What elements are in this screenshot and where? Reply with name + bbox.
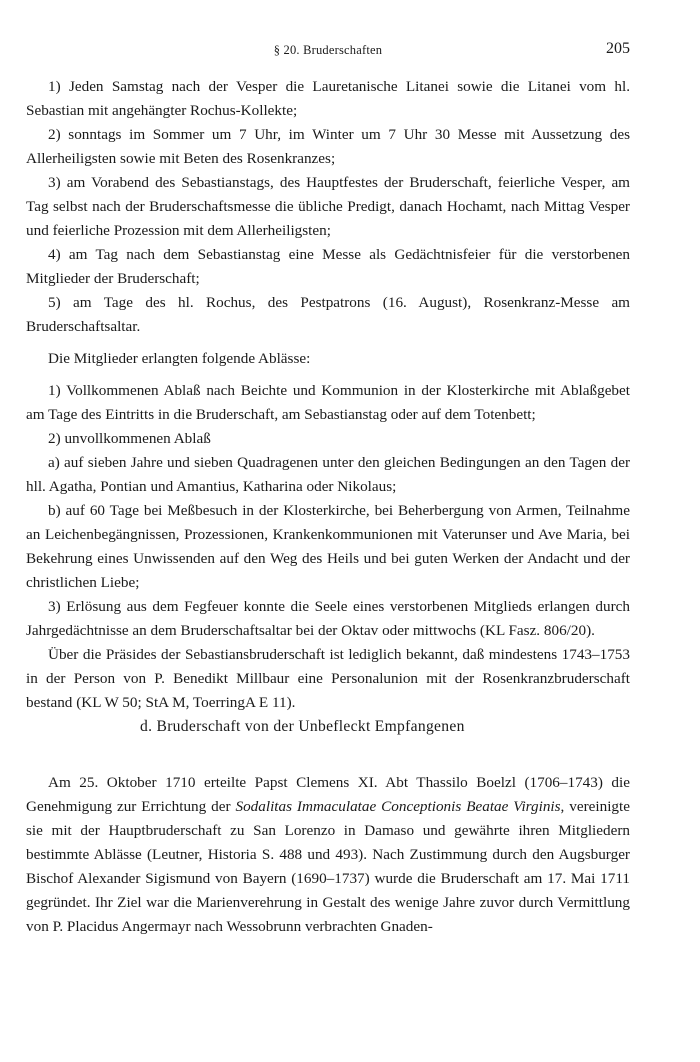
paragraph-12: Über die Präsides der Sebastiansbruderschaft ist lediglich bekannt, daß mindestens 1743–1753 in der Person von P. Benedikt Millbaur eine Personalunion mit der Rosenkranzbruderschaft bestand (KL W 50; StA M, ToerringA E 11).	[26, 646, 630, 711]
paragraph-6: Die Mitglieder erlangten folgende Ablässe:	[48, 350, 311, 367]
paragraph-13-part-a: Am 25. Oktober 1710 erteilte Papst Clemens XI. Abt Thassilo Boelzl (1706–1743) die Genehmigung zur Errichtung der	[26, 774, 630, 815]
paragraph-10: b) auf 60 Tage bei Meßbesuch in der Klosterkirche, bei Beherbergung von Armen, Teilnahme an Leichenbegängnissen, Prozessionen, Krankenkommunionen mit Vaterunser und Ave Maria, bei Bekehrung eines Unwissenden auf den Weg des Heils und bei guten Werken der Andacht und der christlichen Liebe;	[26, 502, 630, 591]
page-body	[26, 75, 630, 939]
paragraph-13-part-b: , vereinigte sie mit der Hauptbruderschaft zu San Lorenzo in Damaso und gewährte ihren Mitgliedern bestimmte Ablässe (Leutner, Historia S. 488 und 493). Nach Zustimmung durch den Augsburger Bischof Alexander Sigismund von Bayern (1690–1737) wurde die Bruderschaft am 17. Mai 1711 gegründet. Ihr Ziel war die Marienverehrung in Gestalt des wenige Jahre zuvor durch Vermittlung von P. Placidus Angermayr nach Wessobrunn verbrachten Gnaden-	[26, 798, 630, 935]
running-head: § 20. Bruderschaften	[273, 43, 383, 57]
paragraph-8: 2) unvollkommenen Ablaß	[48, 430, 211, 447]
section-heading: d. Bruderschaft von der Unbefleckt Empfangenen	[140, 718, 465, 735]
paragraph-7: 1) Vollkommenen Ablaß nach Beichte und Kommunion in der Klosterkirche mit Ablaßgebet am Tage des Eintritts in die Bruderschaft, am Sebastianstag oder auf dem Totenbett;	[26, 382, 630, 423]
page-number: 205	[606, 40, 630, 57]
paragraph-3: 3) am Vorabend des Sebastianstags, des Hauptfestes der Bruderschaft, feierliche Vesper, am Tag selbst nach der Bruderschaftsmesse die übliche Predigt, danach Hochamt, nach Mittag Vesper und feierliche Prozession mit dem Allerheiligsten;	[26, 174, 630, 239]
paragraph-5: 5) am Tage des hl. Rochus, des Pestpatrons (16. August), Rosenkranz-Messe am Bruderschaftsaltar.	[26, 294, 630, 335]
page-header	[26, 40, 630, 64]
paragraph-11: 3) Erlösung aus dem Fegfeuer konnte die Seele eines verstorbenen Mitglieds erlangen durch Jahrgedächtnisse an dem Bruderschaftsaltar bei der Oktav oder mittwochs (KL Fasz. 806/20).	[26, 598, 630, 639]
paragraph-9: a) auf sieben Jahre und sieben Quadragenen unter den gleichen Bedingungen an den Tagen der hll. Agatha, Pontian und Amantius, Katharina oder Nikolaus;	[26, 454, 630, 495]
paragraph-1: 1) Jeden Samstag nach der Vesper die Lauretanische Litanei sowie die Litanei vom hl. Sebastian mit angehängter Rochus-Kollekte;	[26, 78, 630, 119]
latin-title: Sodalitas Immaculatae Conceptionis Beatae Virginis	[235, 798, 561, 815]
paragraph-13	[26, 771, 630, 939]
paragraph-2: 2) sonntags im Sommer um 7 Uhr, im Winter um 7 Uhr 30 Messe mit Aussetzung des Allerheiligsten sowie mit Beten des Rosenkranzes;	[26, 126, 630, 167]
paragraph-4: 4) am Tag nach dem Sebastianstag eine Messe als Gedächtnisfeier für die verstorbenen Mitglieder der Bruderschaft;	[26, 246, 630, 287]
